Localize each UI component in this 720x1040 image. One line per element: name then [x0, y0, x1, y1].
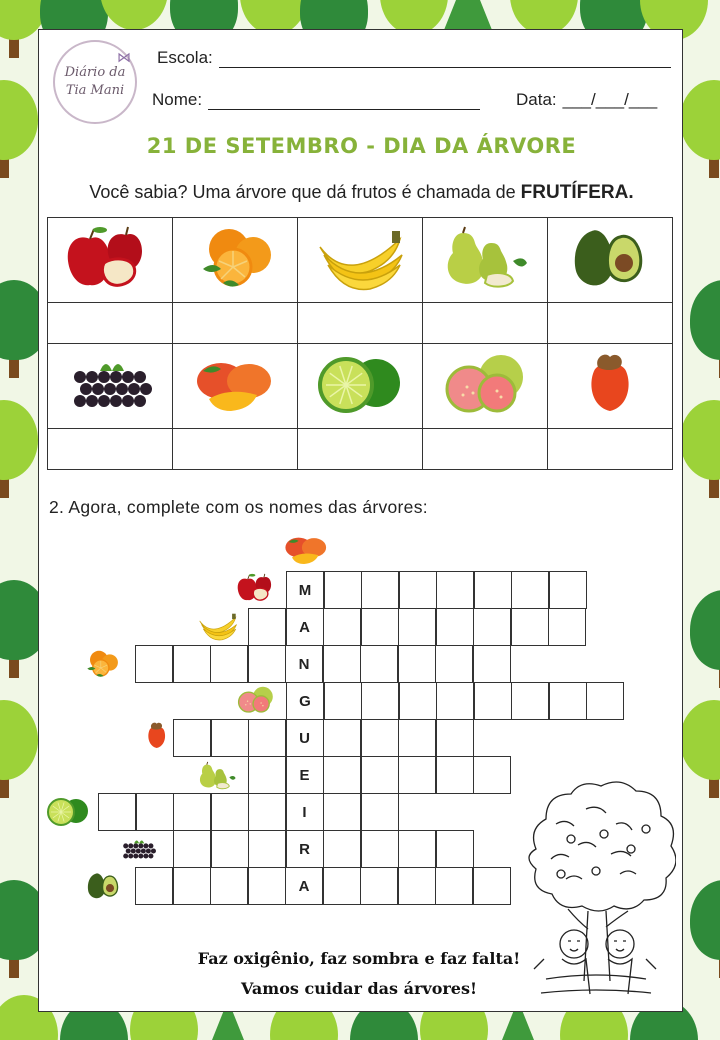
answer-cell[interactable] [548, 429, 673, 470]
crossword-cell[interactable] [473, 867, 511, 905]
crossword-cell[interactable] [436, 571, 474, 609]
cashew-icon [136, 721, 177, 753]
crossword-cell[interactable] [323, 645, 361, 683]
crossword-cell[interactable] [211, 793, 249, 831]
pear-icon [196, 761, 237, 793]
school-field [157, 48, 671, 68]
banana-icon [197, 611, 238, 643]
banana-icon [298, 225, 422, 295]
crossword-cell[interactable] [361, 682, 399, 720]
cell-apple [48, 218, 173, 303]
crossword-cell[interactable] [398, 867, 436, 905]
exercise-2-prompt: 2. Agora, complete com os nomes das árvores: [49, 497, 428, 517]
key-letter-cell: A [285, 867, 323, 905]
crossword-cell[interactable] [135, 867, 173, 905]
cell-cashew [548, 344, 673, 429]
fruit-table [47, 217, 673, 470]
key-letter-cell: R [286, 830, 324, 868]
crossword-cell[interactable] [435, 645, 473, 683]
crossword-cell[interactable] [474, 682, 512, 720]
crossword-cell[interactable] [473, 608, 511, 646]
crossword-cell[interactable] [323, 793, 361, 831]
avocado-icon [83, 871, 124, 903]
crossword-cell[interactable] [548, 608, 586, 646]
key-letter-cell: G [286, 682, 324, 720]
crossword-cell[interactable] [361, 756, 399, 794]
answer-cell[interactable] [423, 303, 548, 344]
answer-row-2 [48, 429, 673, 470]
answer-cell[interactable] [173, 429, 298, 470]
crossword-cell[interactable] [361, 830, 399, 868]
cell-guava [423, 344, 548, 429]
crossword-cell[interactable] [436, 682, 474, 720]
logo-line-1: Diário da [64, 65, 126, 81]
crossword-cell[interactable] [549, 571, 587, 609]
fruit-image-row-2 [48, 344, 673, 429]
fruit-image-row-1 [48, 218, 673, 303]
guava-icon [235, 685, 276, 717]
name-field [152, 90, 480, 110]
crossword-cell[interactable] [360, 645, 398, 683]
orange-icon [173, 225, 297, 295]
crossword-cell[interactable] [248, 719, 286, 757]
crossword-cell[interactable] [399, 571, 437, 609]
crossword-cell[interactable] [399, 682, 437, 720]
crossword-cell[interactable] [173, 830, 211, 868]
crossword-cell[interactable] [323, 719, 361, 757]
cell-mango [173, 344, 298, 429]
mango-icon [281, 531, 332, 570]
pear-icon [423, 225, 547, 295]
crossword-cell[interactable] [248, 793, 286, 831]
cell-orange [173, 218, 298, 303]
crossword-cell[interactable] [211, 830, 249, 868]
date-field [516, 90, 657, 110]
answer-cell[interactable] [548, 303, 673, 344]
answer-cell[interactable] [48, 429, 173, 470]
crossword-cell[interactable] [511, 571, 549, 609]
crossword-cell[interactable] [473, 756, 511, 794]
key-letter-cell: U [286, 719, 324, 757]
school-label: Escola: [157, 48, 213, 67]
tree-with-children-drawing [516, 779, 676, 1005]
apple-icon [48, 225, 172, 295]
cashew-icon [548, 351, 672, 421]
crossword-cell[interactable] [473, 645, 511, 683]
bow-icon: ⋈ [117, 50, 131, 66]
logo-line-2: Tia Mani [65, 83, 125, 98]
crossword-cell[interactable] [361, 571, 399, 609]
crossword-cell[interactable] [248, 756, 286, 794]
question-text: Você sabia? Uma árvore que dá frutos é chamada de [89, 182, 516, 202]
crossword-cell[interactable] [248, 645, 286, 683]
apple-icon [236, 573, 277, 605]
crossword-cell[interactable] [136, 793, 174, 831]
cell-lime [298, 344, 423, 429]
logo [53, 40, 137, 124]
crossword-cell[interactable] [210, 645, 248, 683]
slogan-line-1: Faz oxigênio, faz sombra e faz falta! [197, 949, 521, 968]
crossword-cell[interactable] [549, 682, 587, 720]
key-letter-cell: N [285, 645, 323, 683]
blackberry-icon [119, 835, 158, 864]
crossword-cell[interactable] [436, 830, 474, 868]
name-label: Nome: [152, 90, 203, 109]
question [39, 182, 684, 204]
crossword-cell[interactable] [173, 645, 211, 683]
lime-icon [45, 795, 91, 830]
crossword-cell[interactable] [436, 608, 474, 646]
crossword-cell[interactable] [435, 867, 473, 905]
crossword-cell[interactable] [398, 645, 436, 683]
crossword-cell[interactable] [436, 756, 474, 794]
crossword-cell[interactable] [173, 793, 211, 831]
crossword-cell[interactable] [398, 608, 436, 646]
crossword-cell[interactable] [586, 682, 624, 720]
crossword-cell[interactable] [361, 719, 399, 757]
crossword-cell[interactable] [511, 608, 549, 646]
lime-icon [298, 351, 422, 421]
crossword-cell[interactable] [323, 756, 361, 794]
answer-cell[interactable] [423, 429, 548, 470]
crossword-cell[interactable] [323, 867, 361, 905]
crossword-cell[interactable] [248, 830, 286, 868]
crossword-cell[interactable] [323, 830, 361, 868]
crossword-cell[interactable] [436, 719, 474, 757]
cell-banana [298, 218, 423, 303]
question-highlight: FRUTÍFERA. [520, 182, 634, 203]
crossword-cell[interactable] [398, 830, 436, 868]
mango-icon [173, 351, 297, 421]
crossword-cell[interactable] [511, 682, 549, 720]
answer-cell[interactable] [298, 429, 423, 470]
name-input[interactable] [208, 92, 480, 110]
crossword-cell[interactable] [360, 867, 398, 905]
crossword-cell[interactable] [323, 608, 361, 646]
avocado-icon [548, 225, 672, 295]
answer-cell[interactable] [298, 303, 423, 344]
page-title: 21 DE SETEMBRO - DIA DA ÁRVORE [146, 134, 577, 158]
crossword-cell[interactable] [173, 867, 211, 905]
blackberry-icon [48, 351, 172, 421]
orange-icon [81, 649, 122, 681]
crossword-cell[interactable] [361, 793, 399, 831]
answer-cell[interactable] [48, 303, 173, 344]
cell-pear [423, 218, 548, 303]
date-input[interactable]: ___/___/___ [562, 90, 658, 109]
slogan-line-2: Vamos cuidar das árvores! [240, 979, 478, 998]
crossword-cell[interactable] [324, 571, 362, 609]
answer-cell[interactable] [173, 303, 298, 344]
crossword-cell[interactable] [98, 793, 136, 831]
crossword-cell[interactable] [474, 571, 512, 609]
key-letter-cell: E [286, 756, 324, 794]
crossword-cell[interactable] [211, 719, 249, 757]
crossword-cell[interactable] [248, 608, 286, 646]
key-letter-cell: I [286, 793, 324, 831]
crossword-cell[interactable] [361, 608, 399, 646]
key-letter-cell: A [286, 608, 324, 646]
school-input[interactable] [219, 50, 671, 68]
cell-avocado [548, 218, 673, 303]
cell-blackberry [48, 344, 173, 429]
crossword-cell[interactable] [398, 756, 436, 794]
guava-icon [423, 351, 547, 421]
crossword-cell[interactable] [210, 867, 248, 905]
crossword-cell[interactable] [248, 867, 286, 905]
crossword-cell[interactable] [398, 719, 436, 757]
answer-row-1 [48, 303, 673, 344]
date-label: Data: [516, 90, 557, 109]
crossword-cell[interactable] [135, 645, 173, 683]
key-letter-cell: M [286, 571, 324, 609]
crossword-cell[interactable] [324, 682, 362, 720]
worksheet [38, 29, 683, 1012]
crossword-cell[interactable] [173, 719, 211, 757]
